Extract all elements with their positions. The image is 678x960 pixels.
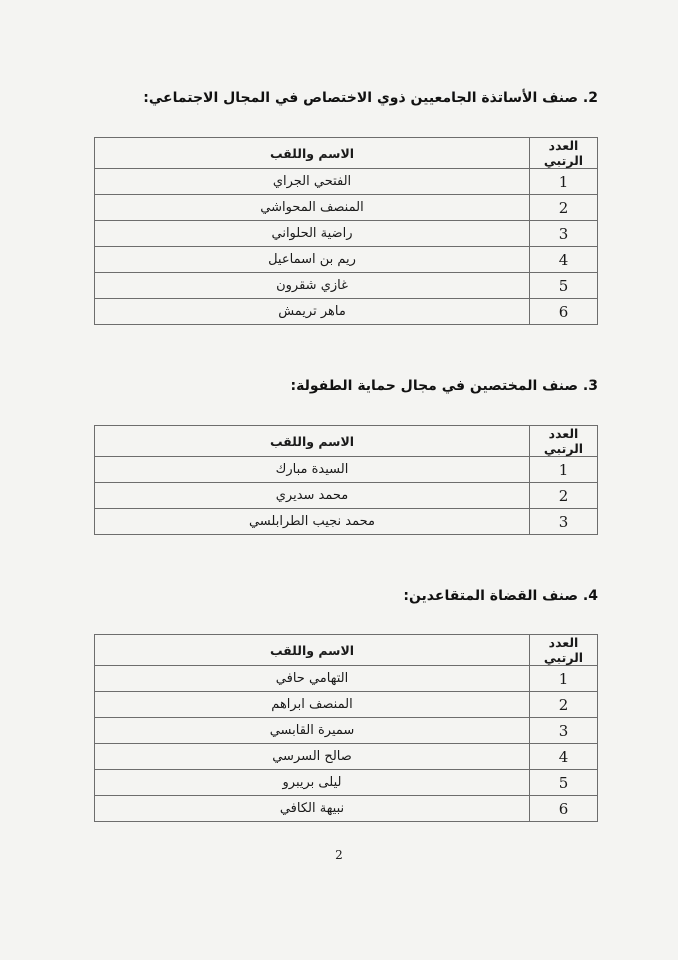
header-rank-number: العدد الرتبي	[530, 138, 598, 169]
rank-number: 5	[530, 273, 598, 299]
table-row	[95, 718, 598, 744]
rank-number: 1	[530, 666, 598, 692]
table-row	[95, 483, 598, 509]
table-row	[95, 744, 598, 770]
header-name: الاسم واللقب	[95, 138, 530, 169]
section-heading: 4. صنف القضاة المتقاعدين:	[403, 588, 598, 604]
person-name: المنصف ابراهم	[95, 692, 530, 718]
person-name: نبيهة الكافي	[95, 796, 530, 822]
table-row	[95, 692, 598, 718]
names-table	[94, 425, 598, 535]
person-name: صالح السرسي	[95, 744, 530, 770]
person-name: الفتحي الجراي	[95, 169, 530, 195]
table-row	[95, 299, 598, 325]
person-name: التهامي حافي	[95, 666, 530, 692]
names-table	[94, 634, 598, 822]
rank-number: 6	[530, 796, 598, 822]
section-heading: 2. صنف الأساتذة الجامعيين ذوي الاختصاص في المجال الاجتماعي:	[143, 90, 598, 106]
rank-number: 2	[530, 483, 598, 509]
table-row	[95, 247, 598, 273]
rank-number: 1	[530, 457, 598, 483]
rank-number: 6	[530, 299, 598, 325]
rank-number: 5	[530, 770, 598, 796]
rank-number: 4	[530, 247, 598, 273]
header-name: الاسم واللقب	[95, 426, 530, 457]
rank-number: 3	[530, 509, 598, 535]
table-row	[95, 273, 598, 299]
table-row	[95, 770, 598, 796]
section-heading: 3. صنف المختصين في مجال حماية الطفولة:	[290, 378, 598, 394]
rank-number: 1	[530, 169, 598, 195]
person-name: ماهر تريمش	[95, 299, 530, 325]
table-header-row	[95, 138, 598, 169]
table-row	[95, 457, 598, 483]
header-name: الاسم واللقب	[95, 635, 530, 666]
header-rank-number: العدد الرتبي	[530, 426, 598, 457]
table-row	[95, 221, 598, 247]
page-number: 2	[335, 848, 343, 862]
person-name: محمد سديري	[95, 483, 530, 509]
person-name: المنصف المحواشي	[95, 195, 530, 221]
table-row	[95, 666, 598, 692]
person-name: ريم بن اسماعيل	[95, 247, 530, 273]
person-name: السيدة مبارك	[95, 457, 530, 483]
person-name: سميرة القابسي	[95, 718, 530, 744]
person-name: محمد نجيب الطرابلسي	[95, 509, 530, 535]
table-row	[95, 169, 598, 195]
table-row	[95, 509, 598, 535]
person-name: راضية الحلواني	[95, 221, 530, 247]
rank-number: 3	[530, 221, 598, 247]
table-row	[95, 195, 598, 221]
person-name: ليلى بريبرو	[95, 770, 530, 796]
names-table	[94, 137, 598, 325]
table-header-row	[95, 426, 598, 457]
header-rank-number: العدد الرتبي	[530, 635, 598, 666]
rank-number: 2	[530, 195, 598, 221]
rank-number: 4	[530, 744, 598, 770]
rank-number: 3	[530, 718, 598, 744]
person-name: غازي شقرون	[95, 273, 530, 299]
rank-number: 2	[530, 692, 598, 718]
table-header-row	[95, 635, 598, 666]
table-row	[95, 796, 598, 822]
